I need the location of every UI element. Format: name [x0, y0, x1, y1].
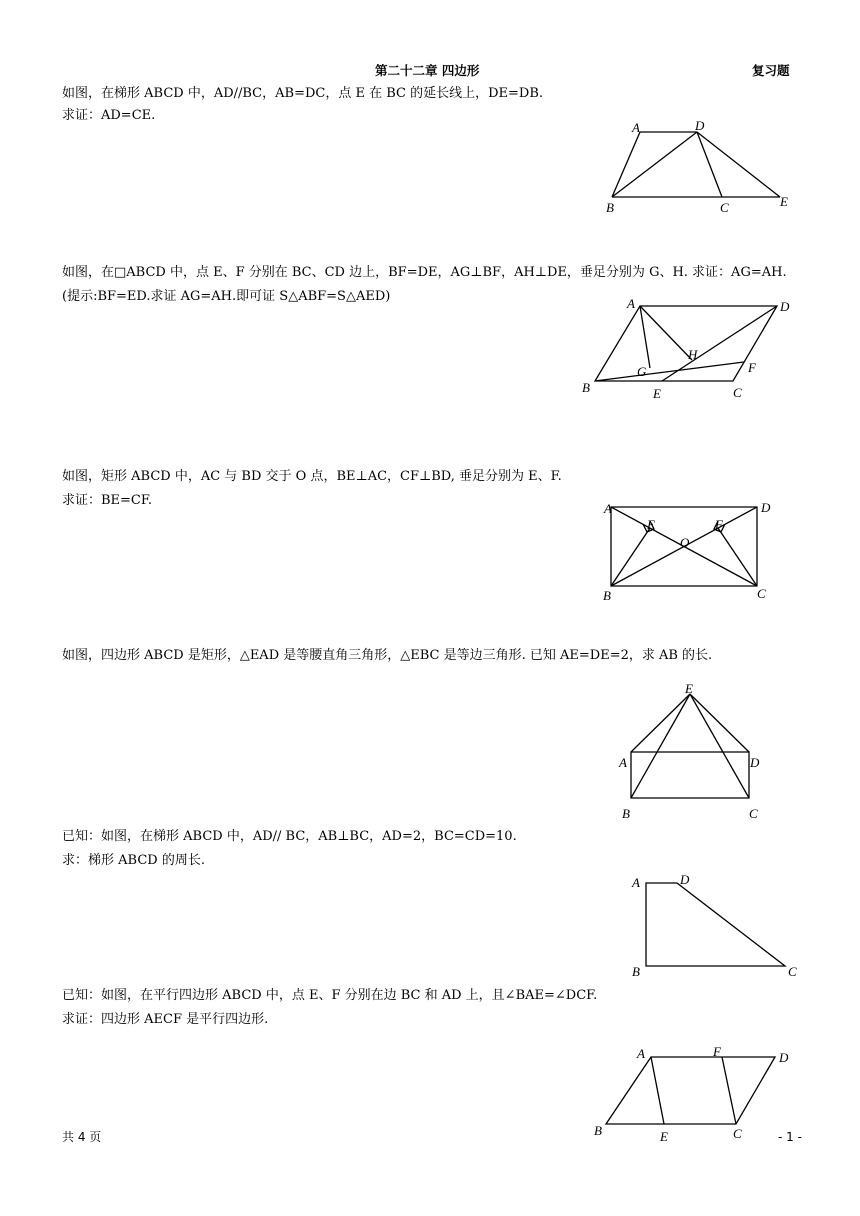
fig4-label-b: B: [622, 806, 630, 821]
fig2-label-h: H: [688, 347, 698, 362]
fig6-label-d: D: [779, 1050, 789, 1065]
fig5-label-b: B: [632, 964, 640, 979]
total-pages: 共 4 页: [62, 1130, 102, 1144]
problem-6-line-1: 已知：如图，在平行四边形 ABCD 中，点 E、F 分别在边 BC 和 AD 上，且∠BAE=∠DCF.: [62, 988, 598, 1003]
page-number: - 1 -: [778, 1130, 802, 1144]
fig1-label-d: D: [695, 118, 705, 133]
fig6-label-f: F: [713, 1044, 721, 1059]
fig4-label-c: C: [749, 806, 758, 821]
problem-1-line-1: 如图，在梯形 ABCD 中，AD//BC，AB=DC，点 E 在 BC 的延长线上，DE=DB.: [62, 86, 544, 101]
fig2-label-b: B: [582, 380, 590, 395]
fig3-label-b: B: [603, 588, 611, 603]
fig3-label-f: F: [715, 517, 723, 532]
figure-6-shape: [606, 1057, 775, 1124]
fig3-label-c: C: [757, 586, 766, 601]
fig6-label-e: E: [660, 1129, 668, 1144]
fig5-label-a: A: [632, 875, 640, 890]
problem-4-line-1: 如图，四边形 ABCD 是矩形，△EAD 是等腰直角三角形，△EBC 是等边三角形. 已知 AE=DE=2，求 AB 的长.: [62, 648, 713, 663]
fig2-label-f: F: [748, 360, 756, 375]
fig4-label-a: A: [619, 755, 627, 770]
fig2-label-d: D: [780, 299, 790, 314]
fig1-label-b: B: [606, 200, 614, 215]
fig5-label-c: C: [788, 964, 797, 979]
fig4-label-e: E: [685, 681, 693, 696]
fig3-label-d: D: [761, 500, 771, 515]
fig2-label-a: A: [627, 296, 635, 311]
problem-5-line-2: 求：梯形 ABCD 的周长.: [62, 853, 205, 868]
problem-2-line-2: (提示:BF=ED.求证 AG=AH.即可证 S△ABF=S△AED): [62, 289, 391, 304]
fig3-label-e: E: [647, 517, 655, 532]
fig6-label-c: C: [733, 1126, 742, 1141]
fig1-label-e: E: [780, 194, 788, 209]
problem-6-line-2: 求证：四边形 AECF 是平行四边形.: [62, 1012, 269, 1027]
problem-1-line-2: 求证：AD=CE.: [62, 108, 156, 123]
fig4-label-d: D: [750, 755, 760, 770]
fig1-label-a: A: [632, 120, 640, 135]
fig3-label-a: A: [604, 501, 612, 516]
problem-5-line-1: 已知：如图，在梯形 ABCD 中，AD// BC，AB⊥BC，AD=2，BC=CD=10.: [62, 829, 517, 844]
fig2-label-c: C: [733, 385, 742, 400]
fig6-label-a: A: [637, 1046, 645, 1061]
problem-3-line-2: 求证：BE=CF.: [62, 493, 153, 508]
fig2-label-e: E: [653, 386, 661, 401]
fig2-label-g: G: [637, 364, 647, 379]
problem-2-line-1: 如图，在□ABCD 中，点 E、F 分别在 BC、CD 边上，BF=DE，AG⊥BF，AH⊥DE，垂足分别为 G、H. 求证：AG=AH.: [62, 265, 787, 280]
fig1-label-c: C: [720, 200, 729, 215]
fig5-label-d: D: [680, 872, 690, 887]
fig6-label-b: B: [594, 1123, 602, 1138]
review-label: 复习题: [752, 63, 790, 78]
problem-3-line-1: 如图，矩形 ABCD 中，AC 与 BD 交于 O 点，BE⊥AC，CF⊥BD, 垂足分别为 E、F.: [62, 469, 562, 484]
chapter-title: 第二十二章 四边形: [375, 63, 480, 78]
fig3-label-o: O: [680, 535, 690, 550]
